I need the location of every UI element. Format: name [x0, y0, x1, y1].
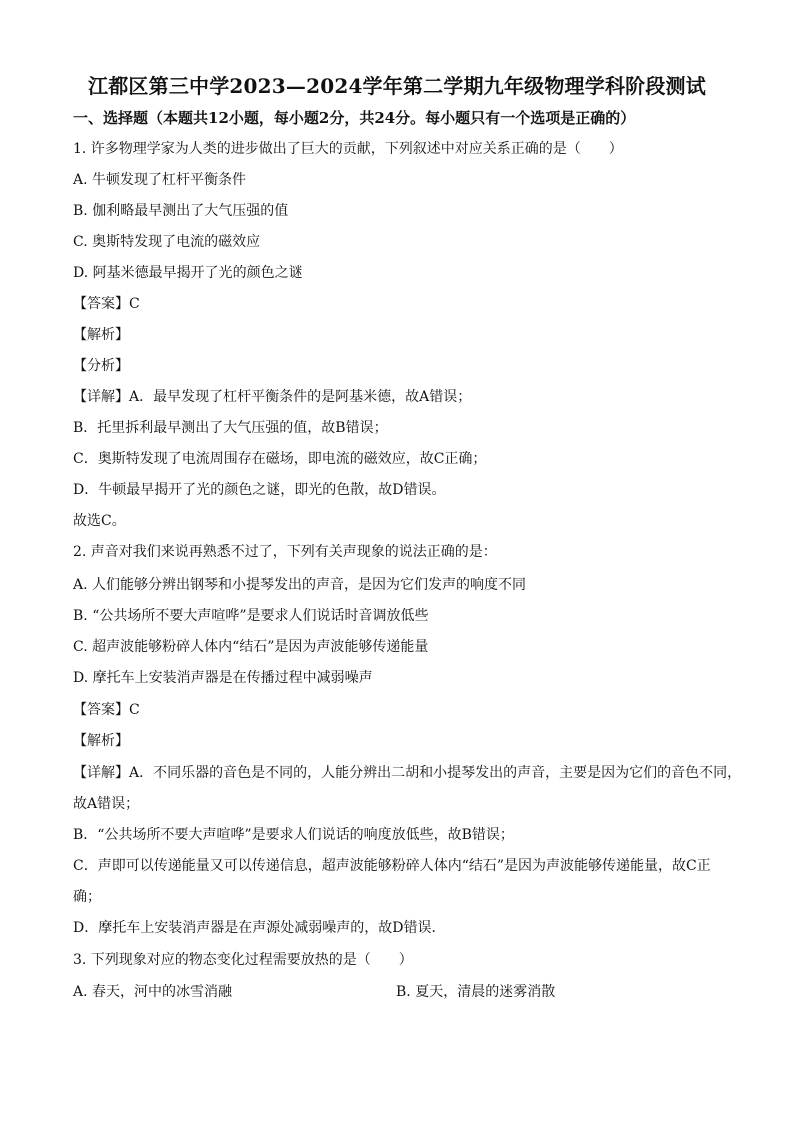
exam-title: 江都区第三中学2023—2024学年第二学期九年级物理学科阶段测试: [88, 74, 706, 98]
question-2-detail-line: B．“公共场所不要大声喧哗”是要求人们说话的响度放低些，故B错误；: [73, 827, 514, 843]
question-1-fenxi-label: 【分析】: [73, 358, 129, 374]
question-1-detail-line: B．托里拆利最早测出了大气压强的值，故B错误；: [73, 420, 388, 436]
question-2-detail-line: C．声即可以传递能量又可以传递信息，超声波能够粉碎人体内“结石”是因为声波能够传递能量，故C正: [73, 858, 711, 874]
question-1-option-c: C. 奥斯特发现了电流的磁效应: [73, 234, 261, 250]
question-2-option-a: A. 人们能够分辨出钢琴和小提琴发出的声音，是因为它们发声的响度不同: [73, 577, 527, 593]
question-2-detail-line: 【详解】A．不同乐器的音色是不同的，人能分辨出二胡和小提琴发出的声音，主要是因为它们的音色不同，: [73, 765, 742, 781]
question-1-option-b: B. 伽利略最早测出了大气压强的值: [73, 203, 289, 219]
question-2-analysis-label: 【解析】: [73, 733, 129, 749]
question-1-detail-line: D．牛顿最早揭开了光的颜色之谜，即光的色散，故D错误。: [73, 482, 446, 498]
question-2-option-c: C. 超声波能够粉碎人体内“结石”是因为声波能够传递能量: [73, 639, 429, 655]
question-2-stem: 2. 声音对我们来说再熟悉不过了，下列有关声现象的说法正确的是：: [73, 544, 497, 560]
question-2-option-d: D. 摩托车上安装消声器是在传播过程中减弱噪声: [73, 670, 373, 686]
section-heading: 一、选择题（本题共12小题，每小题2分，共24分。每小题只有一个选项是正确的）: [73, 109, 636, 127]
question-1-answer: 【答案】C: [73, 296, 140, 312]
question-1-detail-line: 【详解】A．最早发现了杠杆平衡条件的是阿基米德，故A错误；: [73, 389, 472, 405]
question-3-option-b: B. 夏天，清晨的迷雾消散: [396, 984, 556, 1000]
question-2-answer: 【答案】C: [73, 702, 140, 718]
question-1-detail-line: C．奥斯特发现了电流周围存在磁场，即电流的磁效应，故C正确；: [73, 451, 487, 467]
question-1-conclusion: 故选C。: [73, 513, 126, 529]
question-2-detail-line: 确；: [73, 889, 101, 905]
question-2-detail-line: 故A错误；: [73, 796, 140, 812]
question-1-analysis-label: 【解析】: [73, 327, 129, 343]
question-1-option-d: D. 阿基米德最早揭开了光的颜色之谜: [73, 265, 303, 281]
question-2-option-b: B. “公共场所不要大声喧哗”是要求人们说话时音调放低些: [73, 608, 429, 624]
question-1-option-a: A. 牛顿发现了杠杆平衡条件: [73, 172, 247, 188]
question-3-option-a: A. 春天，河中的冰雪消融: [73, 984, 233, 1000]
question-3-stem: 3. 下列现象对应的物态变化过程需要放热的是（ ）: [73, 952, 413, 968]
question-1-stem: 1. 许多物理学家为人类的进步做出了巨大的贡献，下列叙述中对应关系正确的是（ ）: [73, 141, 623, 157]
question-2-detail-line: D．摩托车上安装消声器是在声源处减弱噪声的，故D错误．: [73, 920, 446, 936]
